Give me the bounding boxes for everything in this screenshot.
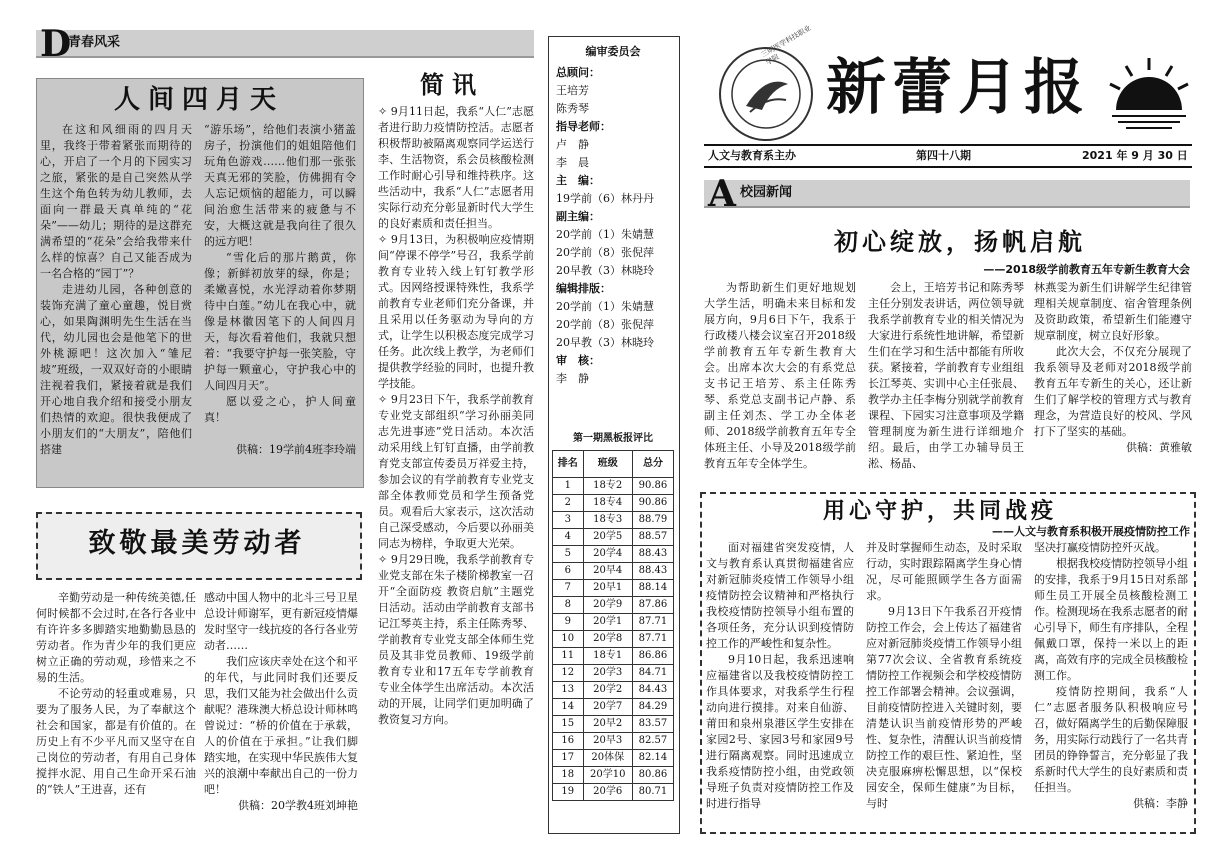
ranking-rank: 16 (553, 733, 584, 750)
masthead-title: 新蕾月报 (826, 53, 1090, 123)
ranking-row (553, 716, 674, 733)
committee-name: 20早教（3）林晓玲 (556, 336, 654, 349)
ranking-rank: 14 (553, 699, 584, 716)
ranking-rank: 7 (553, 580, 584, 597)
ranking-score: 83.57 (632, 716, 673, 733)
ranking-class: 18专3 (583, 512, 632, 529)
ranking-class: 20学7 (583, 699, 632, 716)
paragraph: 感动中国人物中的北斗三号卫星总设计师谢军，更有新冠疫情爆发时坚守一线抗疫的各行各业劳动者…… (204, 591, 358, 652)
committee-name: 20学前（8）张倪萍 (556, 246, 654, 259)
ranking-title: 第一期黑板报评比 (573, 433, 653, 444)
brief-text: 9月23日下午，我系学前教育专业党支部组织“学习孙丽美同志先进事迹”党日活动。本次活动采用线上钉钉直播，由学前教育党支部宣传委员万祥爱主持，参加会议的有学前教育专业党支部全体教师党员和学生预备党员。观看后大家表示，这次活动自己深受感动，今后要以孙丽美同志为榜样，争取更大光荣。 (378, 393, 534, 550)
section-a-name: 校园新闻 (740, 185, 793, 200)
article-freshmen-col3 (1034, 280, 1192, 490)
ranking-row (553, 631, 674, 648)
paragraph: 9月10日起，我系迅速响应福建省以及我校疫情防控工作具体要求，对我系学生行程动向进行摸排。对来自仙游、莆田和泉州泉港区学生安排在家园2号、家园3号和家园9号进行隔离观察。同时迅速成立我系疫情防控小组，由党政领导班子负责对疫情防控工作及时进行指导 (706, 653, 854, 810)
committee-name: 20学前（1）朱婧慧 (556, 228, 654, 241)
article-epidemic-col2 (866, 540, 1022, 826)
ranking-class: 20学6 (583, 784, 632, 801)
ranking-rank: 2 (553, 495, 584, 512)
ranking-table (552, 450, 674, 801)
ranking-row (553, 733, 674, 750)
ranking-class: 20早4 (583, 563, 632, 580)
ranking-row (553, 699, 674, 716)
committee-title: 编审委员会 (585, 45, 641, 58)
paragraph: 9月13日下午我系召开疫情防控工作会，会上传达了福建省应对新冠肺炎疫情工作领导小组第77次会议、全省教育系统疫情防控工作视频会和学校疫情防控工作部署会精神。会议强调，目前疫情防控进入关键时刻，要清楚认识当前疫情形势的严峻性、复杂性，清醒认识当前疫情防控工作的艰巨性、紧迫性，坚决克服麻痹松懈思想，以“保校园安全，保师生健康”为目标，与时 (866, 605, 1022, 810)
logo-text: 三明医学科技职业学院 (760, 24, 813, 67)
ranking-rank: 3 (553, 512, 584, 529)
ranking-rank: 4 (553, 529, 584, 546)
ranking-class: 20早3 (583, 733, 632, 750)
ranking-header-cell: 总分 (632, 451, 673, 478)
ranking-score: 88.14 (632, 580, 673, 597)
ranking-rank: 17 (553, 750, 584, 767)
article-freshmen-col1 (704, 280, 856, 490)
ranking-rank: 9 (553, 614, 584, 631)
committee-name: 李 静 (556, 372, 589, 385)
paragraph: 坚决打赢疫情防控歼灭战。 (1034, 541, 1166, 554)
brief-text: 9月11日起，我系“人仁”志愿者进行助力疫情防控活。志愿者积极帮助被隔离观察同学运送行李、生活物资，系会员核酸检测工作时耐心引导和维持秩序。这些活动中，我系“人仁”志愿者用实际行动充分彰显新时代大学生的良好素质和责任担当。 (378, 105, 534, 230)
ranking-class: 20学5 (583, 529, 632, 546)
paragraph: 不论劳动的轻重或难易，只要为了服务人民，为了奉献这个社会和国家，都是有价值的。在历史上有不少平凡而又坚守在自己岗位的劳动者，有用自己身体搅拌水泥、用自己生命开采石油的“铁人”王进喜，还有 (36, 687, 196, 796)
paragraph: “游乐场”，给他们表演小猪盖房子，扮演他们的姐姐陪他们玩角色游戏……他们那一张张天真无邪的笑脸，仿佛拥有令人忘记烦恼的超能力，可以瞬间治愈生活带来的疲惫与不安，大概这就是我向往了很久的远方吧！ (204, 123, 356, 248)
ranking-row (553, 512, 674, 529)
committee-label: 编辑排版： (556, 282, 611, 295)
ranking-class: 18专1 (583, 648, 632, 665)
masthead-issue: 第四十八期 (916, 149, 971, 162)
brief-text: 9月13日，为积极响应疫情期间“停课不停学”号召，我系学前教育专业转入线上钉钉教学形式。因网络授课特殊性，我系学前教育专业老师们充分备课，并且采用以任务驱动为导向的方式，让学生以积极态度完成学习任务。此次线上教学，为老师们提供教学经验的同时，也提升教学技能。 (378, 233, 534, 390)
ranking-rank: 11 (553, 648, 584, 665)
paragraph: 走进幼儿园，各种创意的装饰充满了童心童趣，悦目赏心，如果陶渊明先生生活在当代，幼儿园也会是他笔下的世外桃源吧！这次加入“雏尼坡”班级，一双双好奇的小眼睛注视着我们，紧接着就是我们开心地自我介绍和接受小朋友们热情的欢迎。很快我便成了小朋友们的“大朋友”，陪他们搭建 (40, 283, 192, 456)
ranking-score: 82.57 (632, 733, 673, 750)
masthead-rule-top (704, 144, 1192, 146)
masthead-date: 2021 年 9 月 30 日 (1082, 149, 1188, 162)
ranking-header-cell: 排名 (553, 451, 584, 478)
article-epidemic-col3 (1034, 540, 1188, 826)
ranking-class: 18专2 (583, 478, 632, 495)
ranking-row (553, 563, 674, 580)
ranking-score: 90.86 (632, 495, 673, 512)
ranking-score: 84.43 (632, 682, 673, 699)
article-epidemic-col1 (706, 540, 854, 826)
article-labor-credit: 供稿：20学教4班刘坤艳 (238, 799, 358, 812)
committee-label: 副主编： (556, 210, 600, 223)
article-epidemic-title: 用心守护，共同战疫 (822, 498, 1057, 524)
brief-item: ✧ 9月11日起，我系“人仁”志愿者进行助力疫情防控活。志愿者积极帮助被隔离观察同学运送行李、生活物资，系会员核酸检测工作时耐心引导和维持秩序。这些活动中，我系“人仁”志愿者用实际行动充分彰显新时代大学生的良好素质和责任担当。 (378, 105, 534, 230)
brief-item: ✧ 9月23日下午，我系学前教育专业党支部组织“学习孙丽美同志先进事迹”党日活动。本次活动采用线上钉钉直播，由学前教育党支部宣传委员万祥爱主持，参加会议的有学前教育专业党支部全体教师党员和学生预备党员。观看后大家表示，这次活动自己深受感动，今后要以孙丽美同志为榜样，争取更大光荣。 (378, 393, 534, 550)
ranking-score: 87.71 (632, 614, 673, 631)
paragraph: 愿以爱之心，护人间童真！ (204, 395, 356, 424)
sun-icon (1104, 54, 1194, 134)
ranking-rank: 12 (553, 665, 584, 682)
ranking-rank: 15 (553, 716, 584, 733)
ranking-score: 88.79 (632, 512, 673, 529)
ranking-body (553, 478, 674, 801)
ranking-score: 82.14 (632, 750, 673, 767)
article-freshmen-credit: 供稿：黄雅敏 (1126, 441, 1192, 454)
section-d-letter: D (40, 23, 72, 65)
committee-list (556, 64, 676, 388)
paragraph: 面对福建省突发疫情，人文与教育系认真贯彻福建省应对新冠肺炎疫情工作领导小组疫情防控会议精神和严格执行我校疫情防控领导小组布置的各项任务，充分认识到疫情防控工作的严峻性和复杂性。 (706, 541, 854, 650)
ranking-score: 80.86 (632, 767, 673, 784)
ranking-row (553, 784, 674, 801)
article-april-col2 (204, 122, 356, 478)
article-freshmen-col2 (868, 280, 1024, 490)
ranking-class: 20学1 (583, 614, 632, 631)
article-labor-title: 致敬最美劳动者 (88, 528, 306, 559)
ranking-row (553, 580, 674, 597)
ranking-score: 84.29 (632, 699, 673, 716)
committee-name: 卢 静 (556, 138, 589, 151)
paragraph: 并及时掌握师生动态，及时采取行动，实时跟踪隔离学生身心情况，尽可能照顾学生各方面需求。 (866, 541, 1022, 602)
ranking-class: 18专4 (583, 495, 632, 512)
brief-item: ✧ 9月13日，为积极响应疫情期间“停课不停学”号召，我系学前教育专业转入线上钉钉教学形式。因网络授课特殊性，我系学前教育专业老师们充分备课，并且采用以任务驱动为导向的方式，让学生以积极态度完成学习任务。此次线上教学，为老师们提供教学经验的同时，也提升教学技能。 (378, 233, 534, 390)
ranking-class: 20学2 (583, 682, 632, 699)
ranking-score: 80.71 (632, 784, 673, 801)
article-april-col1 (40, 122, 192, 478)
ranking-rank: 1 (553, 478, 584, 495)
committee-label: 主 编： (556, 174, 600, 187)
briefs-title: 简讯 (420, 70, 484, 99)
article-april-title: 人间四月天 (113, 85, 284, 115)
ranking-class: 20学8 (583, 631, 632, 648)
ranking-row (553, 529, 674, 546)
ranking-rank: 8 (553, 597, 584, 614)
sun-graphic (1104, 54, 1194, 134)
article-labor-col2 (204, 590, 358, 834)
paragraph: 在这和风细雨的四月天里，我终于带着紧张而期待的心，开启了一个月的下园实习之旅，紧张的是自己突然从学生这个角色转为幼儿教师，去面向一群最天真单纯的“花朵”——幼儿；期待的是这群充满希望的“花朵”会给我带来什么样的惊喜？自己又能否成为一名合格的“园丁”？ (40, 123, 192, 280)
article-epidemic-subtitle: ——人文与教育系积极开展疫情防控工作 (992, 525, 1190, 538)
committee-name: 20学前（8）张倪萍 (556, 318, 654, 331)
ranking-class: 20早1 (583, 580, 632, 597)
article-freshmen-subtitle: ——2018级学前教育五年专新生教育大会 (983, 263, 1190, 276)
ranking-rank: 5 (553, 546, 584, 563)
ranking-row (553, 767, 674, 784)
committee-name: 王培芳 (556, 84, 589, 97)
committee-name: 19学前（6）林丹丹 (556, 192, 654, 205)
ranking-row (553, 546, 674, 563)
paragraph: 林燕雯为新生们讲解学生纪律管理相关规章制度、宿舍管理条例及资助政策，希望新生们能遵守规章制度，树立良好形象。 (1034, 281, 1192, 342)
ranking-row (553, 682, 674, 699)
committee-name: 20早教（3）林晓玲 (556, 264, 654, 277)
ranking-class: 20学10 (583, 767, 632, 784)
ranking-rank: 6 (553, 563, 584, 580)
ranking-score: 87.86 (632, 597, 673, 614)
ranking-rank: 10 (553, 631, 584, 648)
ranking-row (553, 614, 674, 631)
briefs-list (378, 104, 534, 834)
paragraph: 根据我校疫情防控领导小组的安排，我系于9月15日对系部师生员工开展全员核酸检测工作。检测现场在我系志愿者的耐心引导下，师生有序排队，全程佩戴口罩，保持一米以上的距离，高效有序的完成全员核酸检测工作。 (1034, 557, 1188, 682)
paragraph: 疫情防控期间，我系“人仁”志愿者服务队积极响应号召，做好隔离学生的后勤保障服务，用实际行动践行了一名共青团员的铮铮誓言，充分彰显了我系新时代大学生的良好素质和责任担当。 (1034, 685, 1188, 794)
ranking-class: 20学4 (583, 546, 632, 563)
ranking-score: 88.43 (632, 546, 673, 563)
committee-name: 李 晨 (556, 156, 589, 169)
ranking-header-cell: 班级 (583, 451, 632, 478)
brief-text: 9月29日晚，我系学前教育专业党支部在朱子楼阶梯教室一召开“全面防疫 教资启航”主题党日活动。活动由学前教育支部书记江琴英主持，系主任陈秀琴、学前教育专业党支部全体师生党员及其非党员教师、19级学前教育专业和17五年专学前教育专业全体学生出席活动。本次活动的开展，让同学们更加明确了教资复习方向。 (378, 553, 534, 726)
paragraph: 为帮助新生们更好地规划大学生活，明确未来目标和发展方向，9月6日下午，我系于行政楼八楼会议室召开2018级学前教育五年专新生教育大会。出席本次大会的有系党总支书记王培芳、系主任陈秀琴、系党总支副书记卢静、系副主任刘杰、学工办全体老师、2018级学前教育五年专全体班主任、小导及2018级学前教育五年专全体学生。 (704, 281, 856, 470)
committee-label: 审 核： (556, 354, 600, 367)
ranking-class: 20学3 (583, 665, 632, 682)
committee-label: 总顾问： (556, 66, 600, 79)
ranking-rank: 18 (553, 767, 584, 784)
committee-label: 指导老师： (556, 120, 611, 133)
article-freshmen-title: 初心绽放，扬帆启航 (834, 227, 1086, 256)
paragraph: 我们应该庆幸处在这个和平的年代，与此同时我们还要反思，我们又能为社会做出什么贡献呢？港珠澳大桥总设计师林鸣曾说过：“桥的价值在于承载，人的价值在于承担。”让我们脚踏实地，在实现中华民族伟大复兴的浪潮中奉献出自己的一份力吧！ (204, 655, 358, 796)
paragraph: 辛勤劳动是一种传统美德,任何时候都不会过时,在各行各业中有许许多多脚踏实地勤勤恳恳的劳动者。作为青少年的我们更应树立正确的劳动观，珍惜来之不易的生活。 (36, 591, 196, 684)
section-d-name: 青春风采 (68, 35, 121, 50)
ranking-score: 90.86 (632, 478, 673, 495)
ranking-class: 20早2 (583, 716, 632, 733)
paragraph: 此次大会，不仅充分展现了我系领导及老师对2018级学前教育五年专新生的关心，还让新生们了解学校的管理方式与教育理念，为营造良好的校风、学风打下了坚实的基础。 (1034, 345, 1192, 438)
article-epidemic-credit: 供稿：李静 (1133, 797, 1188, 810)
ranking-header-row (553, 451, 674, 478)
ranking-score: 88.43 (632, 563, 673, 580)
paragraph: 会上，王培芳书记和陈秀琴主任分别发表讲话，两位领导就我系学前教育专业的相关情况为大家进行系统性地讲解，希望新生们在学习和生活中都能有所收获。紧接着，学前教育专业组组长江琴英、实训中心主任张晨、教学办主任李梅分别就学前教育课程、下园实习注意事项及学籍管理制度为新生进行详细地介绍。最后，由学工办辅导员王淞、杨晶、 (868, 281, 1024, 470)
article-april-credit: 供稿：19学前4班李玲端 (236, 443, 356, 456)
section-a-letter: A (708, 173, 736, 215)
ranking-score: 88.57 (632, 529, 673, 546)
masthead-rule-bottom (704, 166, 1192, 168)
ranking-score: 84.71 (632, 665, 673, 682)
ranking-row (553, 665, 674, 682)
ranking-rank: 19 (553, 784, 584, 801)
brief-item: ✧ 9月29日晚，我系学前教育专业党支部在朱子楼阶梯教室一召开“全面防疫 教资启航”主题党日活动。活动由学前教育支部书记江琴英主持，系主任陈秀琴、学前教育专业党支部全体师生党员及其非党员教师、19级学前教育专业和17五年专学前教育专业全体学生出席活动。本次活动的开展，让同学们更加明确了教资复习方向。 (378, 553, 534, 726)
ranking-row (553, 495, 674, 512)
masthead-sponsor: 人文与教育系主办 (708, 149, 796, 162)
article-labor-col1 (36, 590, 196, 834)
ranking-score: 86.86 (632, 648, 673, 665)
ranking-score: 87.71 (632, 631, 673, 648)
ranking-class: 20体保 (583, 750, 632, 767)
ranking-class: 20学9 (583, 597, 632, 614)
ranking-row (553, 597, 674, 614)
ranking-row (553, 478, 674, 495)
paragraph: “雪化后的那片鹅黄，你像；新鲜初放芽的绿，你是；柔嫩喜悦，水光浮动着你梦期待中白莲。”幼儿在我心中，就像是林徽因笔下的人间四月天，每次看着他们，我就只想着：“我要守护每一张笑脸，守护每一颗童心，守护我心中的人间四月天”。 (204, 251, 356, 392)
committee-name: 20学前（1）朱婧慧 (556, 300, 654, 313)
ranking-rank: 13 (553, 682, 584, 699)
ranking-row (553, 648, 674, 665)
ranking-row (553, 750, 674, 767)
committee-name: 陈秀琴 (556, 102, 589, 115)
